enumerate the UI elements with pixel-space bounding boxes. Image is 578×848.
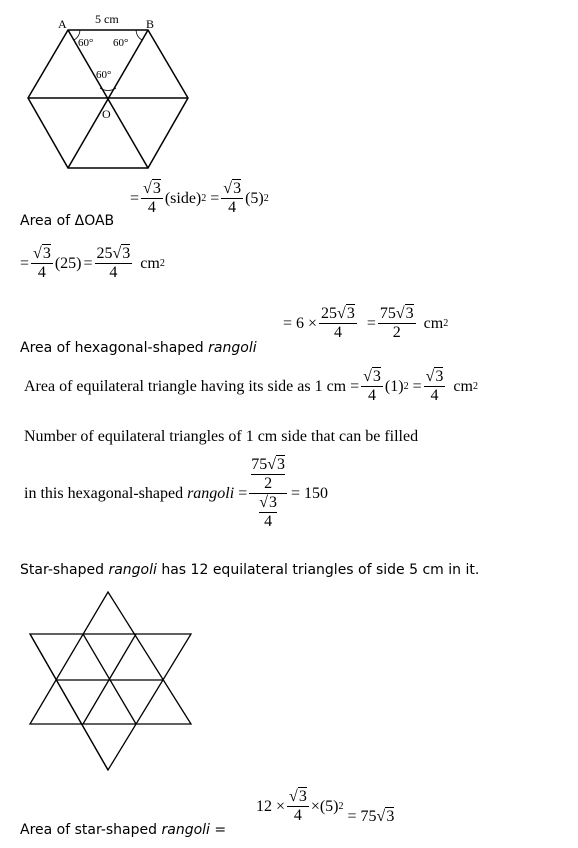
angle-a-label: 60° [78,37,94,49]
angle-b-label: 60° [113,37,129,49]
star-area-label: Area of star-shaped rangoli = [20,822,227,838]
triangle-area-label: Area of ΔOAB [20,213,115,229]
star-text: Star-shaped rangoli has 12 equilateral triangles of side 5 cm in it. [20,562,480,578]
triangle-area-result: = $\frac{√3}{4}$ (25) = $\frac{25√3}{4}$ cm 2 [20,245,165,281]
angle-o-label: 60° [96,69,112,81]
vertex-o-label: O [102,107,111,121]
triangle-area-formula: = $\frac{√3}{4}$ (side) 2 = $\frac{√3}{4}$ (5) 2 [130,180,269,216]
vertex-a-label: A [58,17,67,31]
star-area-formula: 12 × $\frac{√3}{4}$ × (5) 2 = 75√3 [256,788,395,825]
count-formula: in this hexagonal-shaped rangoli = 75√3 2 √3 4 = 150 [24,456,329,530]
star-figure [28,590,198,775]
count-line1: Number of equilateral triangles of 1 cm side that can be filled [24,428,419,445]
hexagon-figure [20,8,190,183]
hexagon-area-formula: = 6 × $\frac{25√3}{4}$ = $\frac{75√3}{2}$ cm 2 [283,305,449,341]
hexagon-area-label: Area of hexagonal-shaped rangoli [20,340,257,356]
unit-triangle-area: Area of equilateral triangle having its side as 1 cm = $\frac{√3}{4}$ (1) 2 = $\frac{√3}{4}$ cm 2 [24,368,478,404]
vertex-b-label: B [146,17,155,31]
side-label: 5 cm [95,12,119,26]
